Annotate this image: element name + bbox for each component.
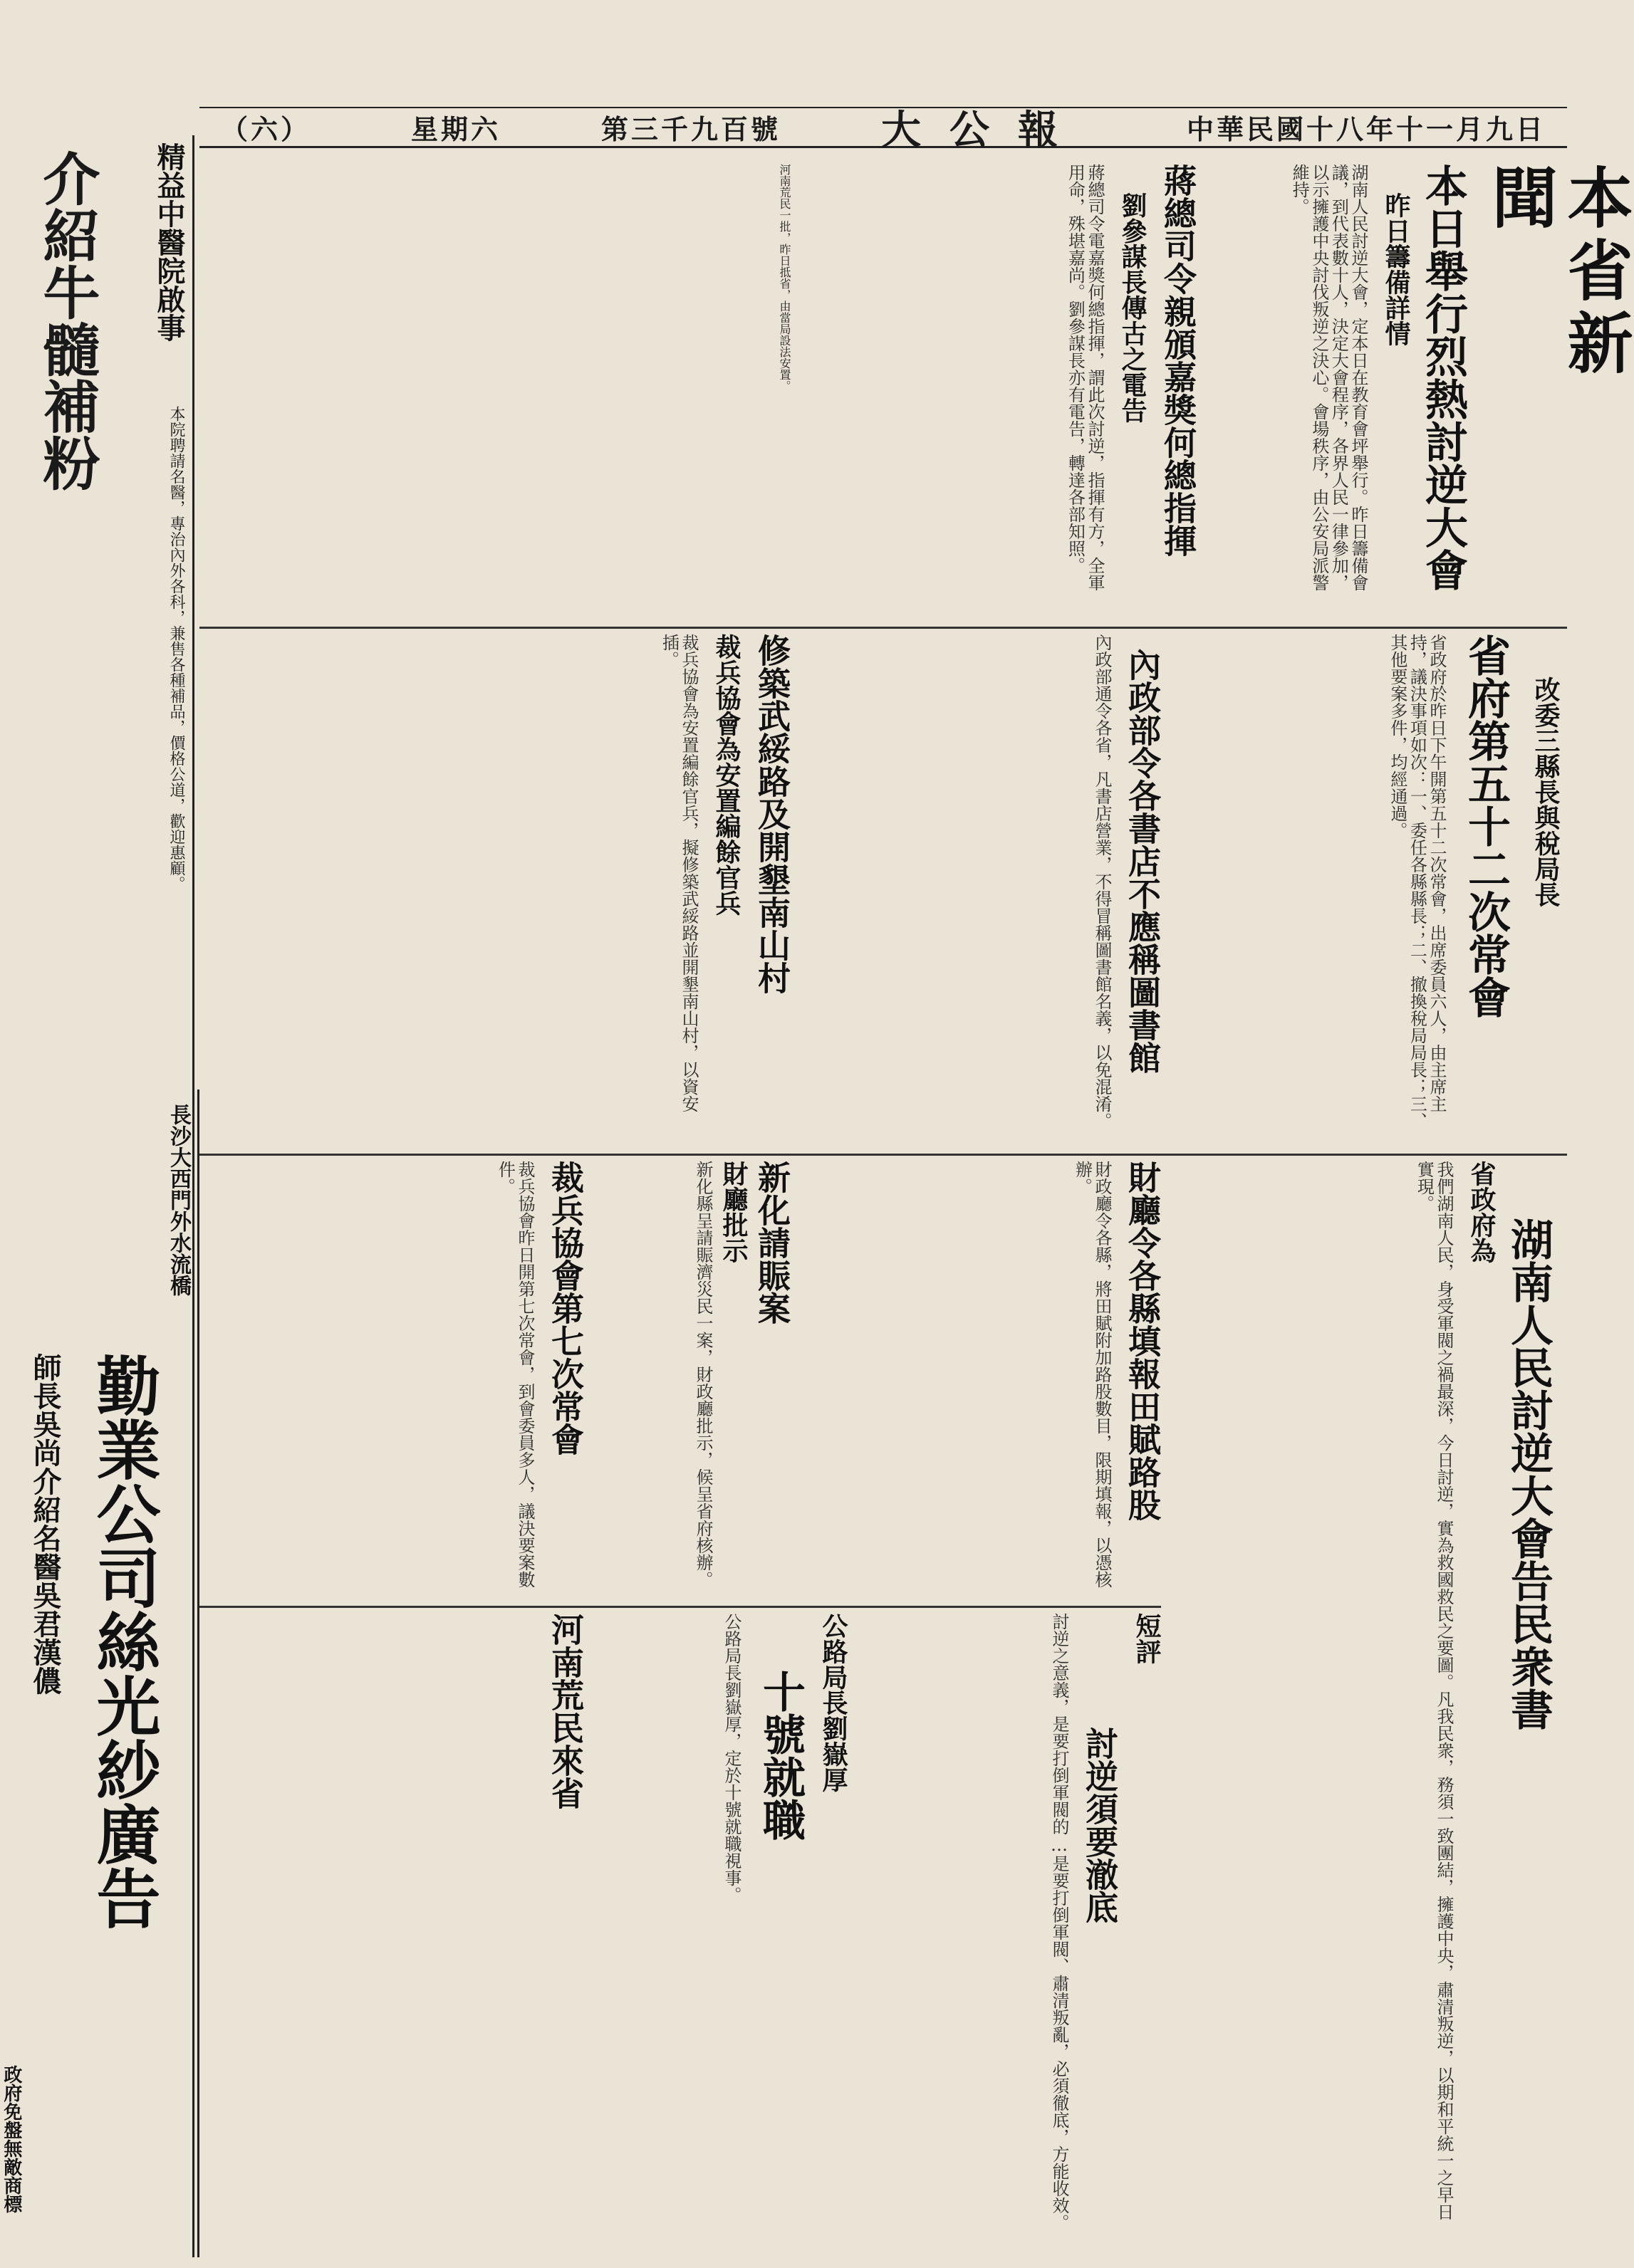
divider (199, 1606, 1161, 1608)
issue-number: 第三千九百號 (601, 113, 781, 145)
article-8-body: 裁兵協會為安置編餘官兵，擬修築武綏路並開墾南山村，以資安插。 (659, 634, 699, 1112)
article-10-subtitle: 短評 (1132, 1613, 1162, 1664)
paper-name: 大公報 (881, 106, 1086, 154)
bottom-ad-tag: 政府免盤無敵商標 (0, 2065, 22, 2213)
article-1-body: 湖南人民討逆大會，定本日在教育會坪舉行。昨日籌備會議，到代表數十人，決定大會程序，各界人民一律參加，以示擁護中央討伐叛逆之決心。會場秩序，由公安局派警維持。 (1289, 164, 1368, 591)
weekday: 星期六 (411, 113, 501, 145)
article-10-body: 討逆之意義，是要打倒軍閥的…是要打倒軍閥、肅清叛亂，必須徹底，方能收效。 (1049, 1613, 1069, 2231)
article-10-title: 討逆須要澈底 (1081, 1727, 1119, 1923)
left-ad-title: 介紹牛髓補粉 (33, 150, 100, 491)
article-11-title: 十號就職 (756, 1670, 806, 1841)
article-9 (207, 1161, 584, 1602)
article-6-title: 財廳令各縣填報田賦路股 (1123, 1161, 1162, 1521)
article-3 (1168, 1161, 1567, 2257)
article-10 (855, 1613, 1161, 2254)
article-2-title: 省府第五十二次常會 (1461, 634, 1511, 1018)
article-9-body: 裁兵協會昨日開第七次常會，到會委員多人，議決要案數件。 (495, 1161, 535, 1588)
bottom-ad-company: 勤業公司絲光紗廣告 (85, 1353, 161, 1930)
article-1-subtitle: 昨日籌備詳情 (1381, 192, 1411, 346)
article-4-subtitle: 劉參謀長傳古之電告 (1118, 192, 1148, 423)
article-2-body: 省政府於昨日下午開第五十二次常會，出席委員六人，由主席主持，議決事項如次：一、委任各縣縣長；二、撤換稅局局長；三、其他要案多件，均經通過。 (1387, 634, 1447, 1129)
article-3-subtitle: 省政府為 (1467, 1161, 1497, 1263)
divider (199, 1154, 1567, 1156)
divider (199, 627, 1567, 629)
bottom-ad-note: 長沙大西門外水流橋 (166, 1104, 191, 1296)
article-6-body: 財政廳令各縣，將田賦附加路股數目，限期填報，以憑核辦。 (1072, 1161, 1112, 1588)
article-4-body: 蔣總司令電嘉獎何總指揮，謂此次討逆，指揮有方，全軍用命，殊堪嘉尚。劉參謀長亦有電告，轉達各部知照。 (1065, 164, 1105, 591)
article-12-title: 河南荒民來省 (546, 1613, 585, 1809)
article-11-subtitle: 公路局長劉嶽厚 (818, 1613, 848, 1792)
article-7-subtitle: 財廳批示 (719, 1161, 749, 1263)
article-12 (207, 1613, 584, 2254)
article-7-title: 新化請賑案 (753, 1161, 791, 1324)
article-4-title: 蔣總司令親頒嘉獎何總指揮 (1159, 164, 1197, 557)
article-5 (798, 634, 1161, 1146)
article-7-body: 新化縣呈請賑濟災民一案，財政廳批示，候呈省府核辦。 (693, 1161, 713, 1588)
left-ad-header: 精益中醫院啟事 (152, 142, 186, 342)
article-1 (1204, 164, 1467, 620)
article-6 (798, 1161, 1161, 1602)
article-3-body: 我們湖南人民，身受軍閥之禍最深，今日討逆，實為救國救民之要圖。凡我民衆，務須一致團結，擁護中央，肅清叛逆，以期和平統一之早日實現。 (1414, 1161, 1454, 2220)
page-number: （六） (221, 113, 311, 145)
article-4 (798, 164, 1197, 620)
bottom-ad-line2: 師長吳尚介紹名醫吳君漢儂 (28, 1353, 62, 1695)
article-11-body: 公路局長劉嶽厚，定於十號就職視事。 (722, 1613, 741, 1903)
article-9-title: 裁兵協會第七次常會 (546, 1161, 585, 1456)
article-8-subtitle: 裁兵協會為安置編餘官兵 (712, 634, 741, 916)
left-ad-body: 本院聘請名醫，專治內外各科，兼售各種補品，價格公道，歡迎惠顧。 (167, 406, 185, 892)
article-8 (207, 634, 791, 1146)
article-2-subtitle: 改委三縣長與稅局長 (1531, 676, 1561, 907)
article-1-title: 本日舉行烈熱討逆大會 (1418, 164, 1468, 591)
article-7 (591, 1161, 791, 1602)
section-title: 本省新聞 (1481, 164, 1634, 382)
date: 中華民國十八年十一月九日 (1186, 113, 1546, 145)
article-2 (1168, 634, 1567, 1146)
article-8-title: 修築武綏路及開墾南山村 (753, 634, 791, 994)
article-3-title: 湖南人民討逆大會告民衆書 (1504, 1218, 1554, 1730)
masthead (199, 106, 1567, 154)
article-5-title: 內政部令各書店不應稱圖書館 (1123, 648, 1162, 1074)
article-5-body: 內政部通令各省，凡書店營業，不得冒稱圖書館名義，以免混淆。 (1092, 634, 1112, 1129)
article-11 (591, 1613, 848, 2254)
top-middle-text: 河南荒民一批，昨日抵省，由當局設法安置。 (778, 164, 791, 392)
